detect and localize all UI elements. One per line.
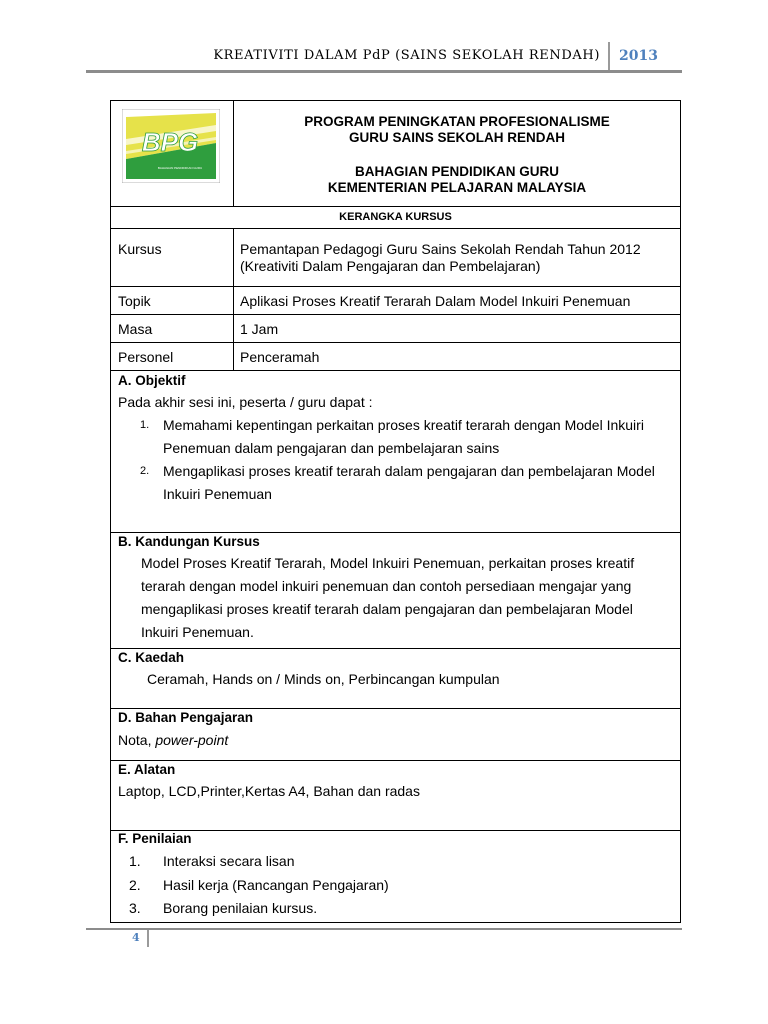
logo-cell [111,101,233,206]
header-separator [608,42,610,72]
info-value [240,241,674,275]
list-item: Borang penilaian kursus. [163,900,318,916]
list-item-line: Memahami kepentingan perkaitan proses kreatif terarah dengan Model Inkuiri [163,417,644,433]
list-item: Interaksi secara lisan [163,853,295,869]
framework-title-row [111,207,680,229]
list-number: 3. [129,900,141,916]
list-number: 1. [140,419,150,431]
info-row-masa [111,315,680,343]
section-title: B. Kandungan Kursus [118,534,260,549]
section-bahan [111,709,680,761]
footer-rule [86,928,682,930]
section-kaedah [111,649,680,709]
list-item-line: Inkuiri Penemuan [163,486,272,502]
course-framework-table [110,100,681,923]
header-title: KREATIVITI DALAM PdP (SAINS SEKOLAH RENDAH) [213,48,600,63]
division-line1: BAHAGIAN PENDIDIKAN GURU [354,164,559,179]
program-heading [234,101,680,207]
content-line: terarah dengan model inkuiri penemuan dan contoh persediaan mengajar yang [141,578,632,594]
program-line2: GURU SAINS SEKOLAH RENDAH [348,130,565,145]
content-line: Inkuiri Penemuan. [141,624,254,640]
section-objektif [111,371,680,533]
info-row-topik [111,287,680,315]
bpg-logo [122,109,220,183]
list-item: Hasil kerja (Rancangan Pengajaran) [163,877,389,893]
section-text [118,732,228,749]
division-line2: KEMENTERIAN PELAJARAN MALAYSIA [327,180,587,195]
section-kandungan [111,533,680,649]
section-text: Laptop, LCD,Printer,Kertas A4, Bahan dan radas [118,783,420,799]
framework-title: KERANGKA KURSUS [339,211,452,223]
info-value-line: (Kreativiti Dalam Pengajaran dan Pembelajaran) [240,258,541,274]
section-title: D. Bahan Pengajaran [118,710,254,725]
content-line: mengaplikasi proses kreatif terarah dalam pengajaran dan pembelajaran Model [141,601,633,617]
page-header [86,40,682,74]
info-value-line: Pemantapan Pedagogi Guru Sains Sekolah Rendah Tahun 2012 [240,241,641,257]
info-value: 1 Jam [240,321,279,337]
header-rule [86,70,682,73]
logo-text: BPG [141,127,199,157]
footer-separator [147,930,149,947]
info-label: Kursus [118,241,162,257]
header-block [111,101,680,207]
list-number: 2. [129,877,141,893]
section-title: E. Alatan [118,762,176,777]
column-divider [233,287,234,314]
program-line1: PROGRAM PENINGKATAN PROFESIONALISME [304,114,610,129]
section-penilaian [111,831,680,924]
logo-subtext: BAHAGIAN PENDIDIKAN GURU [157,166,203,170]
list-item-line: Mengaplikasi proses kreatif terarah dalam pengajaran dan pembelajaran Model [163,463,655,479]
section-intro: Pada akhir sesi ini, peserta / guru dapat : [118,394,373,410]
section-title: F. Penilaian [118,831,192,846]
column-divider [233,343,234,370]
section-text: Ceramah, Hands on / Minds on, Perbincangan kumpulan [147,671,500,687]
content-line: Model Proses Kreatif Terarah, Model Inkuiri Penemuan, perkaitan proses kreatif [141,555,635,571]
info-value: Aplikasi Proses Kreatif Terarah Dalam Model Inkuiri Penemuan [240,293,631,309]
info-label: Masa [118,321,153,337]
list-number: 2. [140,465,150,477]
section-title: A. Objektif [118,373,186,388]
header-year: 2013 [619,48,658,64]
column-divider [233,315,234,342]
info-label: Personel [118,349,174,365]
info-value: Penceramah [240,349,320,365]
info-row-kursus [111,229,680,287]
section-title: C. Kaedah [118,650,185,665]
section-text-normal: Nota, [118,732,156,748]
page-number: 4 [132,931,140,944]
info-row-personel [111,343,680,371]
list-item-line: Penemuan dalam pengajaran dan pembelajaran sains [163,440,500,456]
list-number: 1. [129,853,141,869]
info-label: Topik [118,293,151,309]
column-divider [233,229,234,286]
section-text-italic: power-point [155,732,229,748]
section-alatan [111,761,680,831]
